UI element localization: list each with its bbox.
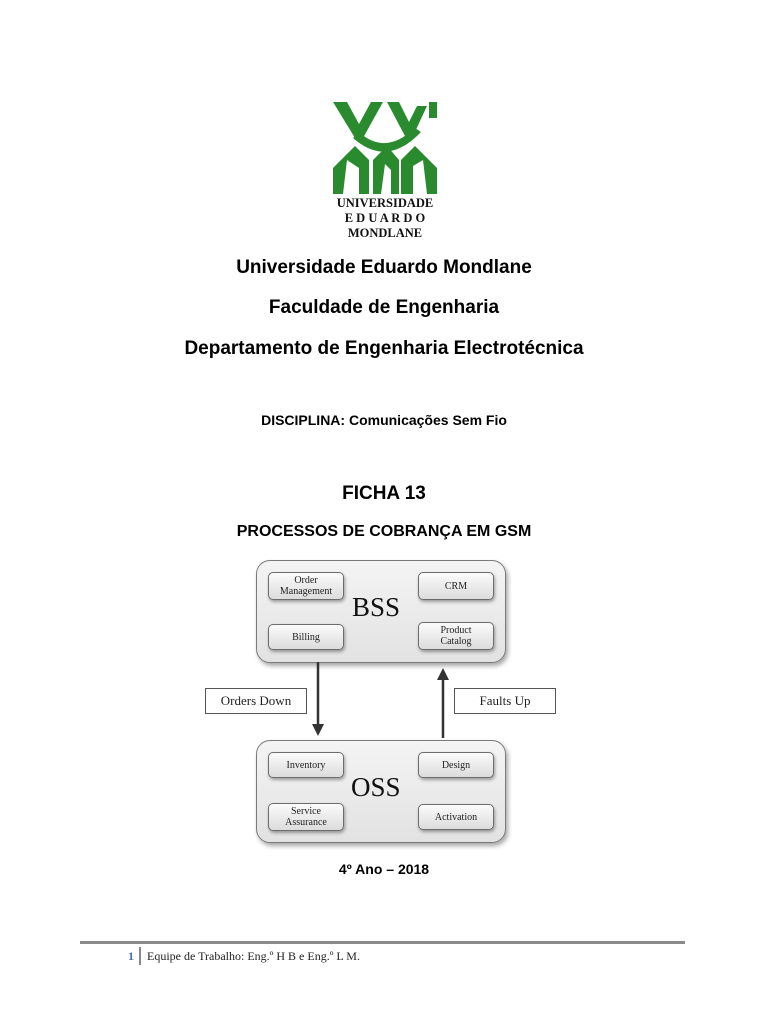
bss-label: BSS [352,592,401,622]
document-subtitle: PROCESSOS DE COBRANÇA EM GSM [236,523,532,540]
page-footer [128,947,360,965]
faults-up-label: Faults Up [454,688,556,714]
academic-year: 4º Ano – 2018 [338,861,430,877]
university-logo [329,98,441,248]
inventory-module: Inventory [268,752,344,778]
product-catalog-module: Product Catalog [418,622,494,650]
service-assurance-module: Service Assurance [268,803,344,831]
order-management-module: Order Management [268,572,344,600]
logo-text-universidade: UNIVERSIDADE [336,196,434,210]
logo-text-eduardo: E D U A R D O [344,211,426,225]
activation-module: Activation [418,804,494,830]
footer-text: Equipe de Trabalho: Eng.º H B e Eng.º L M. [147,948,360,963]
ficha-title: FICHA 13 [342,483,426,504]
design-module: Design [418,752,494,778]
orders-down-arrowhead [312,724,324,736]
logo-emblem-icon [329,98,441,198]
flow-arrows [300,660,460,742]
department-title: Departamento de Engenharia Electrotécnica [184,338,584,359]
footer-separator [139,947,141,965]
orders-down-label: Orders Down [205,688,307,714]
oss-label: OSS [351,772,401,802]
discipline-label: DISCIPLINA: Comunicações Sem Fio [261,412,507,428]
logo-text-mondlane: MONDLANE [347,226,423,240]
footer-divider [80,941,685,944]
billing-module: Billing [268,624,344,650]
crm-module: CRM [418,572,494,600]
page-number: 1 [128,948,134,963]
faculty-title: Faculdade de Engenharia [268,297,500,318]
faults-up-arrowhead [437,668,449,680]
university-title: Universidade Eduardo Mondlane [236,257,532,278]
